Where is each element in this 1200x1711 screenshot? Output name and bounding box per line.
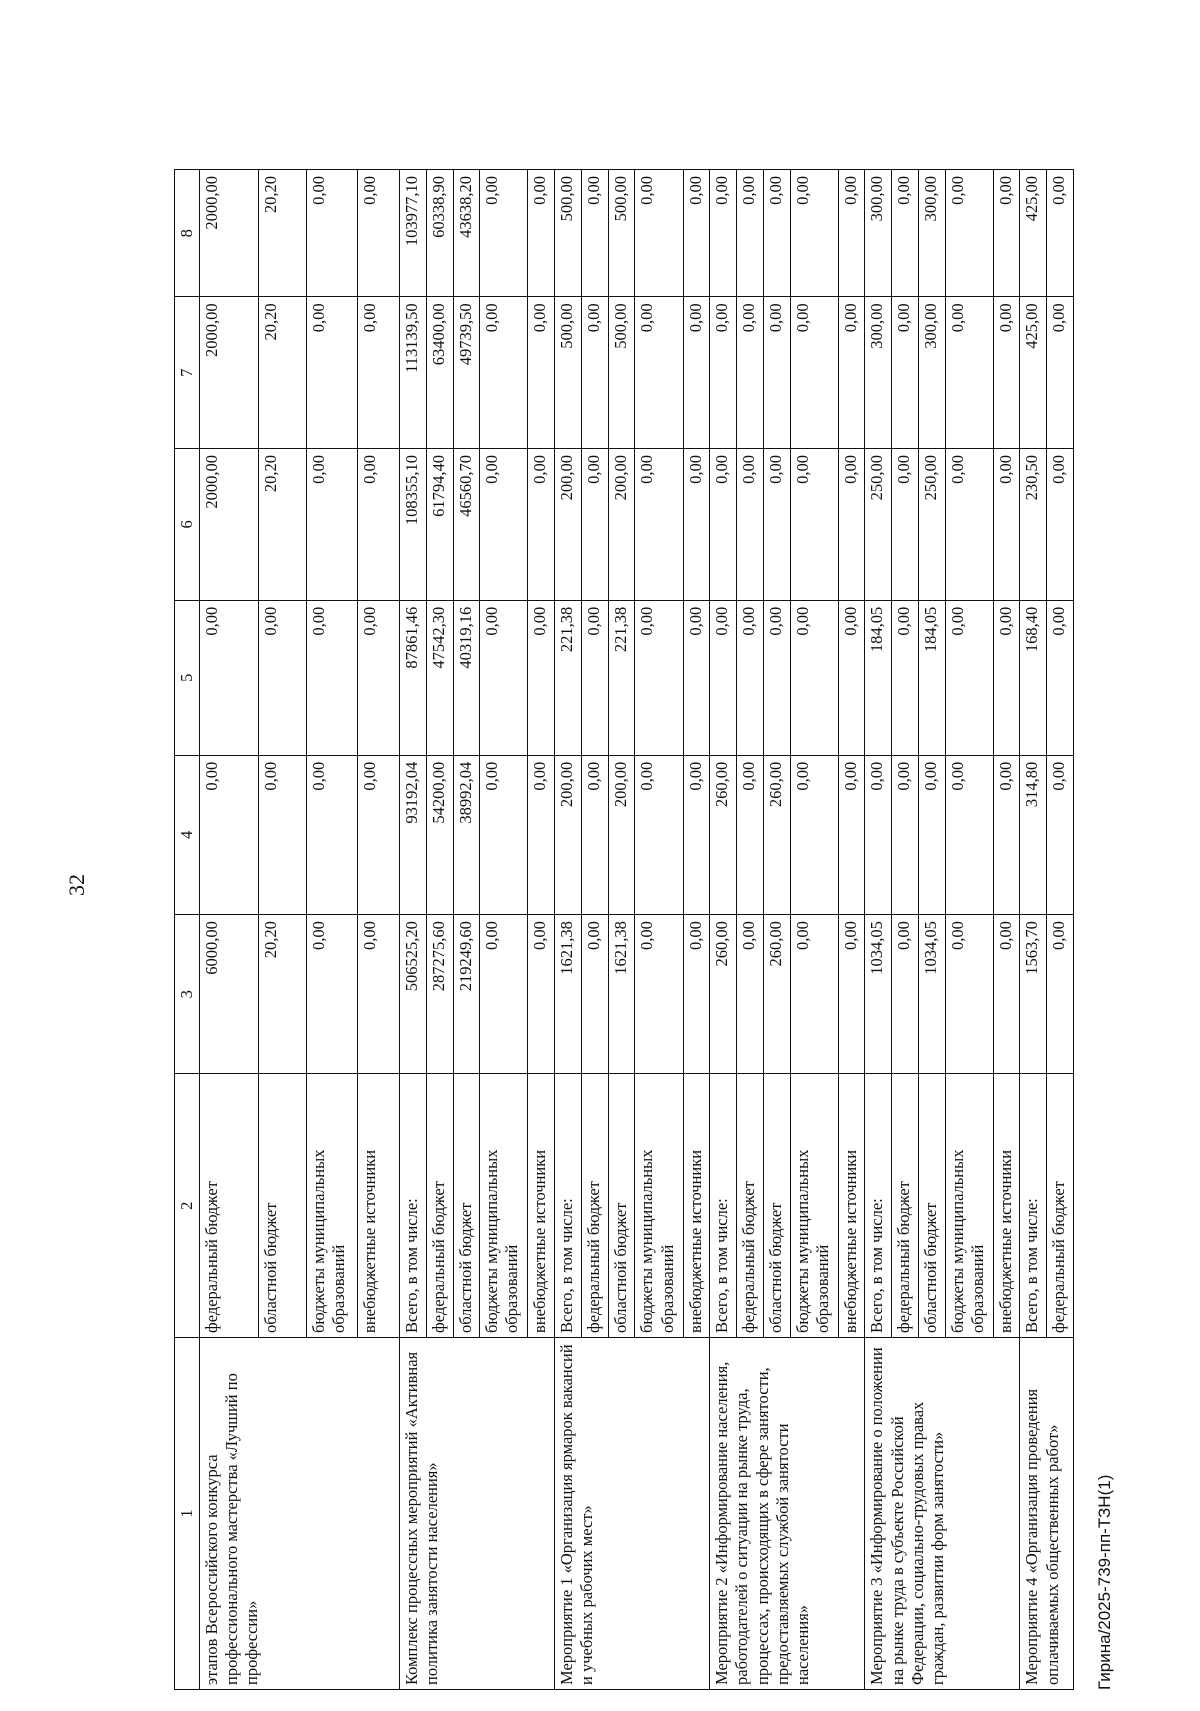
- funding-source: бюджеты муниципальных образований: [790, 1074, 838, 1337]
- amount-cell: 0,00: [945, 297, 993, 449]
- amount-cell: 0,00: [306, 600, 357, 755]
- amount-cell: 0,00: [635, 297, 683, 449]
- amount-cell: 0,00: [306, 170, 357, 297]
- amount-cell: 87861,46: [400, 600, 427, 755]
- amount-cell: 108355,10: [400, 449, 427, 601]
- page-number: 32: [64, 874, 89, 896]
- document-code: Гирина/2025-739-пп-ТЗН(1): [1095, 1474, 1114, 1690]
- amount-cell: 20,20: [258, 449, 306, 601]
- amount-cell: 0,00: [945, 755, 993, 914]
- amount-cell: 0,00: [635, 170, 683, 297]
- amount-cell: 47542,30: [426, 600, 453, 755]
- amount-cell: 184,05: [918, 600, 945, 755]
- amount-cell: 0,00: [200, 755, 259, 914]
- amount-cell: 0,00: [790, 600, 838, 755]
- amount-cell: 287275,60: [426, 915, 453, 1074]
- amount-cell: 0,00: [306, 449, 357, 601]
- amount-cell: 2000,00: [200, 449, 259, 601]
- amount-cell: 0,00: [581, 600, 608, 755]
- amount-cell: 0,00: [357, 170, 400, 297]
- amount-cell: 20,20: [258, 297, 306, 449]
- amount-cell: 0,00: [737, 600, 764, 755]
- funding-source: внебюджетные источники: [683, 1074, 710, 1337]
- group-title: этапов Всероссийского конкурса профессионального мастерства «Лучший по профессии»: [200, 1337, 400, 1689]
- amount-cell: 221,38: [555, 600, 582, 755]
- col-8-header: 8: [175, 170, 200, 297]
- amount-cell: 2000,00: [200, 170, 259, 297]
- amount-cell: 0,00: [200, 600, 259, 755]
- amount-cell: 230,50: [1020, 449, 1047, 601]
- col-4-header: 4: [175, 755, 200, 914]
- amount-cell: 0,00: [1047, 600, 1074, 755]
- amount-cell: 0,00: [993, 915, 1020, 1074]
- funding-source: бюджеты муниципальных образований: [306, 1074, 357, 1337]
- amount-cell: 38992,04: [453, 755, 480, 914]
- col-2-header: 2: [175, 1074, 200, 1337]
- amount-cell: 0,00: [763, 600, 790, 755]
- amount-cell: 300,00: [918, 170, 945, 297]
- amount-cell: 1034,05: [865, 915, 892, 1074]
- amount-cell: 0,00: [1047, 755, 1074, 914]
- funding-source: бюджеты муниципальных образований: [945, 1074, 993, 1337]
- col-3-header: 3: [175, 915, 200, 1074]
- amount-cell: 0,00: [683, 170, 710, 297]
- table-body: [200, 170, 1074, 1690]
- amount-cell: 6000,00: [200, 915, 259, 1074]
- amount-cell: 0,00: [993, 297, 1020, 449]
- amount-cell: 200,00: [555, 755, 582, 914]
- amount-cell: 93192,04: [400, 755, 427, 914]
- amount-cell: 0,00: [683, 600, 710, 755]
- amount-cell: 0,00: [528, 297, 555, 449]
- amount-cell: 0,00: [581, 170, 608, 297]
- amount-cell: 0,00: [581, 755, 608, 914]
- col-1-header: 1: [175, 1337, 200, 1689]
- amount-cell: 260,00: [763, 915, 790, 1074]
- amount-cell: 0,00: [480, 170, 528, 297]
- amount-cell: 0,00: [993, 170, 1020, 297]
- funding-source: Всего, в том числе:: [710, 1074, 737, 1337]
- amount-cell: 0,00: [357, 915, 400, 1074]
- amount-cell: 0,00: [710, 170, 737, 297]
- amount-cell: 0,00: [581, 297, 608, 449]
- amount-cell: 1034,05: [918, 915, 945, 1074]
- amount-cell: 0,00: [945, 915, 993, 1074]
- amount-cell: 0,00: [945, 600, 993, 755]
- amount-cell: 0,00: [737, 755, 764, 914]
- amount-cell: 49739,50: [453, 297, 480, 449]
- amount-cell: 1563,70: [1020, 915, 1047, 1074]
- amount-cell: 0,00: [683, 915, 710, 1074]
- amount-cell: 0,00: [710, 600, 737, 755]
- amount-cell: 219249,60: [453, 915, 480, 1074]
- amount-cell: 0,00: [635, 915, 683, 1074]
- amount-cell: 300,00: [918, 297, 945, 449]
- amount-cell: 0,00: [790, 449, 838, 601]
- amount-cell: 0,00: [528, 755, 555, 914]
- amount-cell: 61794,40: [426, 449, 453, 601]
- amount-cell: 0,00: [993, 755, 1020, 914]
- amount-cell: 0,00: [258, 755, 306, 914]
- amount-cell: 0,00: [710, 449, 737, 601]
- amount-cell: 0,00: [357, 755, 400, 914]
- amount-cell: 314,80: [1020, 755, 1047, 914]
- amount-cell: 0,00: [838, 915, 865, 1074]
- table-row: [865, 170, 892, 1690]
- amount-cell: 0,00: [737, 449, 764, 601]
- funding-source: внебюджетные источники: [528, 1074, 555, 1337]
- amount-cell: 250,00: [865, 449, 892, 601]
- group-title: Комплекс процессных мероприятий «Активная политика занятости населения»: [400, 1337, 555, 1689]
- funding-source: областной бюджет: [258, 1074, 306, 1337]
- amount-cell: 0,00: [790, 297, 838, 449]
- amount-cell: 0,00: [635, 449, 683, 601]
- amount-cell: 0,00: [790, 915, 838, 1074]
- amount-cell: 46560,70: [453, 449, 480, 601]
- group-title: Мероприятие 3 «Информирование о положении на рынке труда в субъекте Российской Федерации, социально-трудовых правах граждан, развитии форм занятости»: [865, 1337, 1020, 1689]
- amount-cell: 168,40: [1020, 600, 1047, 755]
- amount-cell: 0,00: [892, 170, 919, 297]
- amount-cell: 0,00: [892, 449, 919, 601]
- amount-cell: 0,00: [1047, 915, 1074, 1074]
- amount-cell: 0,00: [838, 449, 865, 601]
- funding-source: Всего, в том числе:: [555, 1074, 582, 1337]
- amount-cell: 0,00: [918, 755, 945, 914]
- amount-cell: 184,05: [865, 600, 892, 755]
- amount-cell: 0,00: [790, 170, 838, 297]
- funding-source: Всего, в том числе:: [400, 1074, 427, 1337]
- amount-cell: 20,20: [258, 170, 306, 297]
- amount-cell: 0,00: [1047, 297, 1074, 449]
- amount-cell: 0,00: [357, 449, 400, 601]
- amount-cell: 0,00: [865, 755, 892, 914]
- amount-cell: 0,00: [892, 915, 919, 1074]
- amount-cell: 500,00: [555, 170, 582, 297]
- funding-source: областной бюджет: [763, 1074, 790, 1337]
- table-row: [400, 170, 427, 1690]
- amount-cell: 0,00: [258, 600, 306, 755]
- amount-cell: 0,00: [480, 755, 528, 914]
- col-7-header: 7: [175, 297, 200, 449]
- amount-cell: 0,00: [1047, 170, 1074, 297]
- amount-cell: 0,00: [737, 297, 764, 449]
- amount-cell: 0,00: [838, 297, 865, 449]
- amount-cell: 1621,38: [608, 915, 635, 1074]
- amount-cell: 0,00: [763, 170, 790, 297]
- group-title: Мероприятие 2 «Информирование населения, работодателей о ситуации на рынке труда, процессах, происходящих в сфере занятости, предоставляемых службой занятости населения»: [710, 1337, 865, 1689]
- amount-cell: 0,00: [528, 600, 555, 755]
- table-row: [1020, 170, 1047, 1690]
- amount-cell: 260,00: [763, 755, 790, 914]
- funding-source: федеральный бюджет: [737, 1074, 764, 1337]
- amount-cell: 60338,90: [426, 170, 453, 297]
- amount-cell: 0,00: [480, 915, 528, 1074]
- amount-cell: 0,00: [790, 755, 838, 914]
- amount-cell: 43638,20: [453, 170, 480, 297]
- amount-cell: 0,00: [306, 915, 357, 1074]
- amount-cell: 0,00: [737, 915, 764, 1074]
- amount-cell: 200,00: [555, 449, 582, 601]
- amount-cell: 300,00: [865, 170, 892, 297]
- funding-source: бюджеты муниципальных образований: [480, 1074, 528, 1337]
- funding-source: внебюджетные источники: [838, 1074, 865, 1337]
- funding-source: федеральный бюджет: [892, 1074, 919, 1337]
- amount-cell: 0,00: [581, 915, 608, 1074]
- amount-cell: 500,00: [608, 297, 635, 449]
- table-row: [710, 170, 737, 1690]
- amount-cell: 200,00: [608, 755, 635, 914]
- amount-cell: 0,00: [635, 755, 683, 914]
- amount-cell: 2000,00: [200, 297, 259, 449]
- funding-source: Всего, в том числе:: [1020, 1074, 1047, 1337]
- amount-cell: 40319,16: [453, 600, 480, 755]
- amount-cell: 0,00: [892, 755, 919, 914]
- group-title: Мероприятие 1 «Организация ярмарок вакансий и учебных рабочих мест»: [555, 1337, 710, 1689]
- amount-cell: 0,00: [306, 755, 357, 914]
- amount-cell: 20,20: [258, 915, 306, 1074]
- amount-cell: 0,00: [480, 600, 528, 755]
- funding-source: Всего, в том числе:: [865, 1074, 892, 1337]
- amount-cell: 63400,00: [426, 297, 453, 449]
- amount-cell: 0,00: [683, 755, 710, 914]
- amount-cell: 0,00: [528, 449, 555, 601]
- amount-cell: 0,00: [581, 449, 608, 601]
- amount-cell: 260,00: [710, 915, 737, 1074]
- amount-cell: 0,00: [480, 449, 528, 601]
- funding-source: федеральный бюджет: [426, 1074, 453, 1337]
- amount-cell: 425,00: [1020, 297, 1047, 449]
- amount-cell: 200,00: [608, 449, 635, 601]
- amount-cell: 0,00: [838, 755, 865, 914]
- amount-cell: 250,00: [918, 449, 945, 601]
- amount-cell: 0,00: [892, 600, 919, 755]
- amount-cell: 0,00: [763, 449, 790, 601]
- amount-cell: 425,00: [1020, 170, 1047, 297]
- amount-cell: 0,00: [993, 600, 1020, 755]
- amount-cell: 103977,10: [400, 170, 427, 297]
- amount-cell: 300,00: [865, 297, 892, 449]
- amount-cell: 0,00: [683, 297, 710, 449]
- funding-source: федеральный бюджет: [200, 1074, 259, 1337]
- funding-source: бюджеты муниципальных образований: [635, 1074, 683, 1337]
- funding-source: областной бюджет: [453, 1074, 480, 1337]
- amount-cell: 0,00: [945, 170, 993, 297]
- amount-cell: 0,00: [838, 600, 865, 755]
- amount-cell: 0,00: [993, 449, 1020, 601]
- amount-cell: 500,00: [608, 170, 635, 297]
- amount-cell: 221,38: [608, 600, 635, 755]
- funding-source: внебюджетные источники: [993, 1074, 1020, 1337]
- amount-cell: 260,00: [710, 755, 737, 914]
- amount-cell: 0,00: [763, 297, 790, 449]
- amount-cell: 0,00: [480, 297, 528, 449]
- amount-cell: 0,00: [528, 915, 555, 1074]
- funding-source: федеральный бюджет: [1047, 1074, 1074, 1337]
- funding-source: областной бюджет: [608, 1074, 635, 1337]
- amount-cell: 0,00: [683, 449, 710, 601]
- budget-table: [174, 169, 1074, 1690]
- column-number-row: [175, 170, 200, 1690]
- amount-cell: 0,00: [892, 297, 919, 449]
- group-title: Мероприятие 4 «Организация проведения оплачиваемых общественных работ»: [1020, 1337, 1074, 1689]
- amount-cell: 500,00: [555, 297, 582, 449]
- col-6-header: 6: [175, 449, 200, 601]
- amount-cell: 0,00: [838, 170, 865, 297]
- table-row: [555, 170, 582, 1690]
- amount-cell: 1621,38: [555, 915, 582, 1074]
- amount-cell: 0,00: [357, 600, 400, 755]
- amount-cell: 113139,50: [400, 297, 427, 449]
- col-5-header: 5: [175, 600, 200, 755]
- funding-source: федеральный бюджет: [581, 1074, 608, 1337]
- amount-cell: 0,00: [357, 297, 400, 449]
- table-row: [200, 170, 259, 1690]
- budget-table-rotated: [174, 169, 1074, 1690]
- amount-cell: 506525,20: [400, 915, 427, 1074]
- funding-source: внебюджетные источники: [357, 1074, 400, 1337]
- amount-cell: 54200,00: [426, 755, 453, 914]
- amount-cell: 0,00: [306, 297, 357, 449]
- funding-source: областной бюджет: [918, 1074, 945, 1337]
- amount-cell: 0,00: [737, 170, 764, 297]
- amount-cell: 0,00: [528, 170, 555, 297]
- amount-cell: 0,00: [635, 600, 683, 755]
- amount-cell: 0,00: [1047, 449, 1074, 601]
- amount-cell: 0,00: [710, 297, 737, 449]
- amount-cell: 0,00: [945, 449, 993, 601]
